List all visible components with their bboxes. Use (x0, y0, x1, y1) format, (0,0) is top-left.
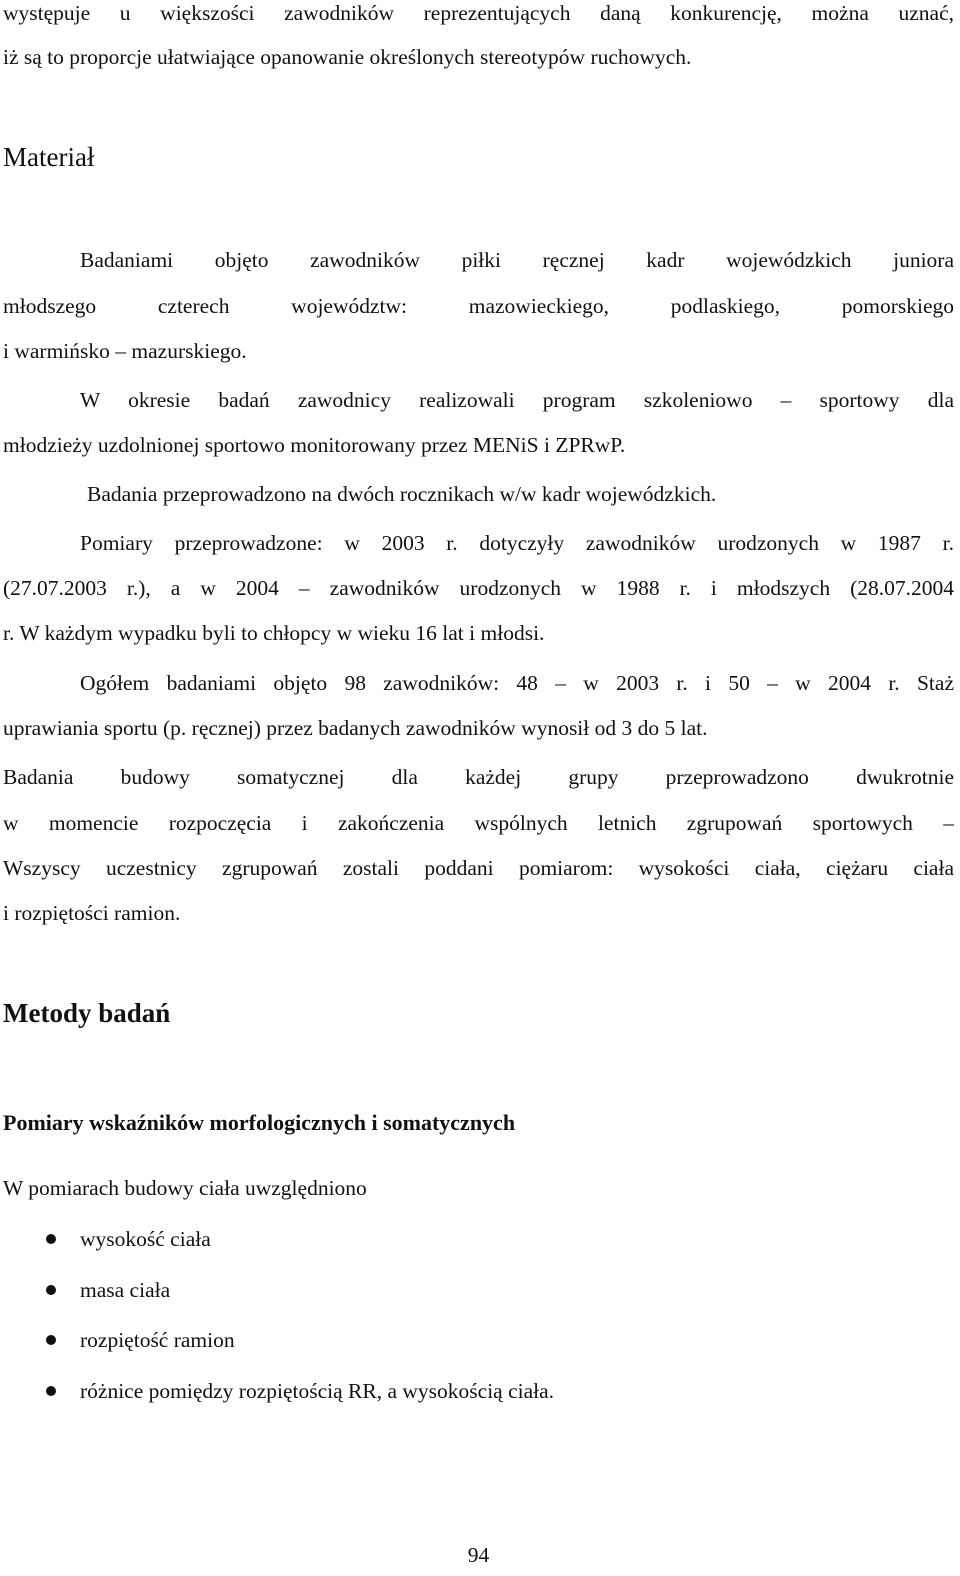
methods-heading: Metody badań (3, 998, 171, 1028)
paragraph-line: Badania przeprowadzono na dwóch rocznikach w/w kadr wojewódzkich. (87, 482, 717, 506)
paragraph-line: i warmińsko – mazurskiego. (3, 339, 247, 363)
bullet-icon (46, 1285, 56, 1295)
page-number: 94 (467, 1543, 490, 1567)
paragraph-line: Ogółem badaniami objęto 98 zawodników: 48 – w 2003 r. i 50 – w 2004 r. Staż (80, 671, 954, 695)
list-item-label: masa ciała (80, 1278, 171, 1302)
list-intro: W pomiarach budowy ciała uwzględniono (3, 1176, 367, 1200)
paragraph-line: i rozpiętości ramion. (3, 901, 181, 925)
bullet-icon (46, 1386, 56, 1396)
paragraph-line: Pomiary przeprowadzone: w 2003 r. dotyczyły zawodników urodzonych w 1987 r. (80, 531, 954, 555)
intro-line-2: iż są to proporcje ułatwiające opanowanie określonych stereotypów ruchowych. (3, 45, 692, 69)
intro-line-1: występuje u większości zawodników reprezentujących daną konkurencję, można uznać, (3, 1, 954, 25)
paragraph-line: uprawiania sportu (p. ręcznej) przez badanych zawodników wynosił od 3 do 5 lat. (3, 716, 708, 740)
list-item-label: wysokość ciała (80, 1227, 211, 1251)
paragraph-line: Badania budowy somatycznej dla każdej grupy przeprowadzono dwukrotnie (3, 765, 954, 789)
paragraph-line: młodzieży uzdolnionej sportowo monitorowany przez MENiS i ZPRwP. (3, 433, 626, 457)
paragraph-line: Badaniami objęto zawodników piłki ręcznej kadr wojewódzkich juniora (80, 248, 954, 272)
paragraph-line: młodszego czterech województw: mazowieckiego, podlaskiego, pomorskiego (3, 294, 954, 318)
list-item-label: różnice pomiędzy rozpiętością RR, a wysokością ciała. (80, 1379, 555, 1403)
material-heading: Materiał (3, 142, 95, 172)
paragraph-line: Wszyscy uczestnicy zgrupowań zostali poddani pomiarom: wysokości ciała, ciężaru ciała (3, 856, 954, 880)
paragraph-line: r. W każdym wypadku byli to chłopcy w wieku 16 lat i młodsi. (3, 621, 545, 645)
bullet-icon (46, 1335, 56, 1345)
document-page (3, 0, 954, 1576)
measurements-subheading: Pomiary wskaźników morfologicznych i somatycznych (3, 1110, 516, 1135)
paragraph-line: w momencie rozpoczęcia i zakończenia wspólnych letnich zgrupowań sportowych – (3, 811, 954, 835)
bullet-icon (46, 1234, 56, 1244)
paragraph-line: W okresie badań zawodnicy realizowali program szkoleniowo – sportowy dla (80, 388, 954, 412)
paragraph-line: (27.07.2003 r.), a w 2004 – zawodników urodzonych w 1988 r. i młodszych (28.07.2004 (3, 576, 954, 600)
list-item-label: rozpiętość ramion (80, 1328, 235, 1352)
